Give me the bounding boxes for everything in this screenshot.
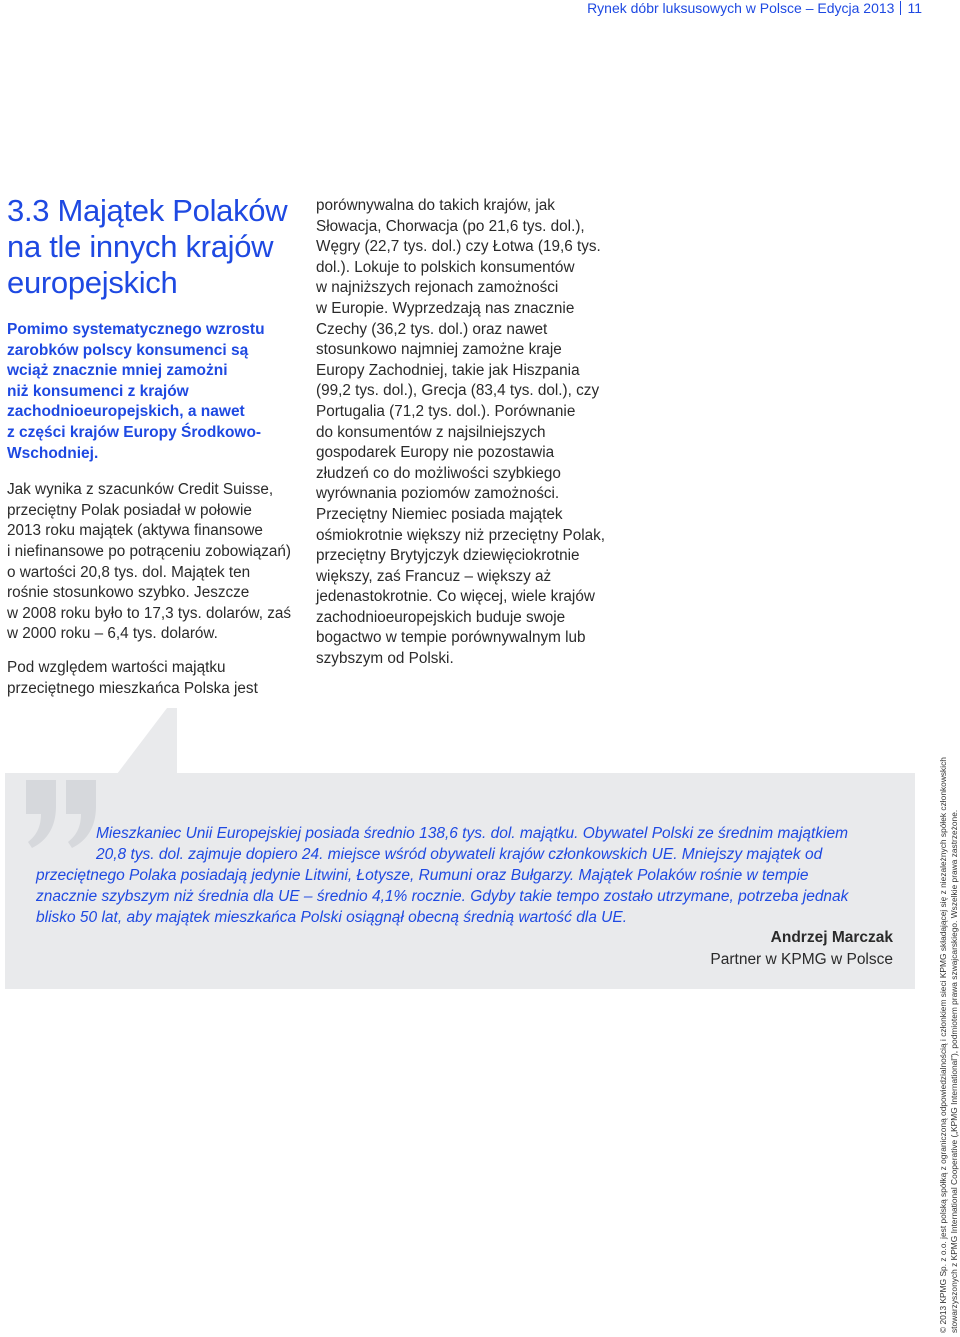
text-line: większy, zaś Francuz – większy aż — [316, 567, 552, 585]
text-line: szybszym od Polski. — [316, 650, 454, 668]
text-line: przeciętny Polak posiadał w połowie — [7, 501, 252, 519]
text-line: Czechy (36,2 tys. dol.) oraz nawet — [316, 320, 548, 338]
text-line: Pod względem wartości majątku — [7, 658, 226, 676]
text-line: Portugalia (71,2 tys. dol.). Porównanie — [316, 402, 576, 420]
quote-line: 20,8 tys. dol. zajmuje dopiero 24. miejsce wśród obywateli krajów członkowskich UE. Mniejszy majątek od — [96, 846, 823, 863]
text-line: przeciętnego mieszkańca Polska jest — [7, 679, 258, 697]
quote-line: blisko 50 lat, aby majątek mieszkańca Polski osiągnął obecną średnią wartość dla UE. — [36, 909, 628, 926]
author-role: Partner w KPMG w Polsce — [710, 951, 893, 968]
section-title — [7, 193, 297, 301]
running-header — [587, 0, 922, 16]
title-line: europejskich — [7, 265, 178, 300]
text-line: stosunkowo najmniej zamożne kraje — [316, 341, 562, 359]
text-line: o wartości 20,8 tys. dol. Majątek ten — [7, 563, 251, 581]
quote-line: przeciętnego Polaka posiadają jedynie Litwini, Łotysze, Rumuni oraz Bułgarzy. Majątek Polaków rośnie w tempie — [36, 867, 809, 884]
text-line: zachodnioeuropejskich buduje swoje — [316, 608, 566, 626]
quote-attribution — [710, 927, 893, 970]
title-line: na tle innych krajów — [7, 229, 274, 264]
text-line: w Europie. Wyprzedzają nas znacznie — [316, 299, 575, 317]
text-line: w 2000 roku – 6,4 tys. dolarów. — [7, 625, 218, 643]
text-line: Węgry (22,7 tys. dol.) czy Łotwa (19,6 tys. — [316, 238, 601, 256]
text-line: Słowacja, Chorwacja (po 21,6 tys. dol.), — [316, 217, 585, 235]
quote-callout-tab — [117, 708, 227, 774]
text-line: do konsumentów z najsilniejszych — [316, 423, 546, 441]
text-line: zachodnioeuropejskich, a nawet — [7, 403, 245, 421]
quote-line: Mieszkaniec Unii Europejskiej posiada średnio 138,6 tys. dol. majątku. Obywatel Polski ze średnim majątkiem — [96, 825, 849, 842]
text-line: Europy Zachodniej, takie jak Hiszpania — [316, 361, 580, 379]
author-name: Andrzej Marczak — [770, 929, 893, 946]
text-line: zarobków polscy konsumenci są — [7, 341, 249, 359]
lead-paragraph — [7, 320, 297, 464]
text-line: dol.). Lokuje to polskich konsumentów — [316, 258, 575, 276]
text-line: z części krajów Europy Środkowo- — [7, 423, 262, 441]
text-line: złudzeń co do możliwości szybkiego — [316, 464, 561, 482]
text-line: i niefinansowe po potrąceniu zobowiązań) — [7, 542, 292, 560]
text-line: niż konsumenci z krajów — [7, 382, 189, 400]
text-line: rośnie stosunkowo szybko. Jeszcze — [7, 584, 250, 602]
text-line: wyrównania poziomów zamożności. — [316, 485, 560, 503]
body-paragraph — [7, 480, 297, 645]
publication-title: Rynek dóbr luksusowych w Polsce – Edycja 2013 — [587, 0, 895, 16]
text-line: w najniższych rejonach zamożności — [316, 279, 559, 297]
text-line: przeciętny Brytyjczyk dziewięciokrotnie — [316, 547, 580, 565]
quote-text — [36, 823, 898, 928]
body-paragraph-continued — [316, 196, 616, 670]
title-line: 3.3 Majątek Polaków — [7, 193, 288, 228]
text-line: Pomimo systematycznego wzrostu — [7, 321, 265, 338]
text-line: (99,2 tys. dol.), Grecja (83,4 tys. dol.), czy — [316, 382, 600, 400]
quote-line: znacznie szybszym niż średnia dla UE – średnio 4,1% rocznie. Gdyby takie tempo zostało utrzymane, potrzeba jednak — [36, 888, 849, 905]
page-number: 11 — [907, 0, 922, 16]
text-line: ośmiokrotnie większy niż przeciętny Polak, — [316, 526, 606, 544]
left-column — [7, 193, 297, 699]
text-line: gospodarek Europy nie pozostawia — [316, 444, 555, 462]
text-line: jedenastokrotnie. Co więcej, wiele krajów — [316, 588, 595, 606]
text-line: porównywalna do takich krajów, jak — [316, 197, 555, 214]
text-line: Wschodniej. — [7, 444, 99, 462]
text-line: 2013 roku majątek (aktywa finansowe — [7, 522, 263, 540]
text-line: Jak wynika z szacunków Credit Suisse, — [7, 481, 274, 499]
legal-line: stowarzyszonych z KPMG International Cooperative („KPMG International”), podmiotem prawa szwajcarskiego. Wszelkie prawa zastrzeżone. — [949, 809, 959, 1333]
right-column — [316, 196, 616, 670]
text-line: Przeciętny Niemiec posiada majątek — [316, 505, 563, 523]
text-line: w 2008 roku było to 17,3 tys. dolarów, zaś — [7, 604, 292, 622]
text-line: bogactwo w tempie porównywalnym lub — [316, 629, 586, 647]
header-divider — [900, 1, 901, 15]
legal-notice — [938, 753, 960, 1333]
legal-line: © 2013 KPMG Sp. z o.o. jest polską spółką z ograniczoną odpowiedzialnością i członkiem sieci KPMG składającej się z niezależnych spółek członkowskich — [938, 757, 948, 1333]
body-paragraph — [7, 658, 297, 699]
text-line: wciąż znacznie mniej zamożni — [7, 362, 228, 380]
